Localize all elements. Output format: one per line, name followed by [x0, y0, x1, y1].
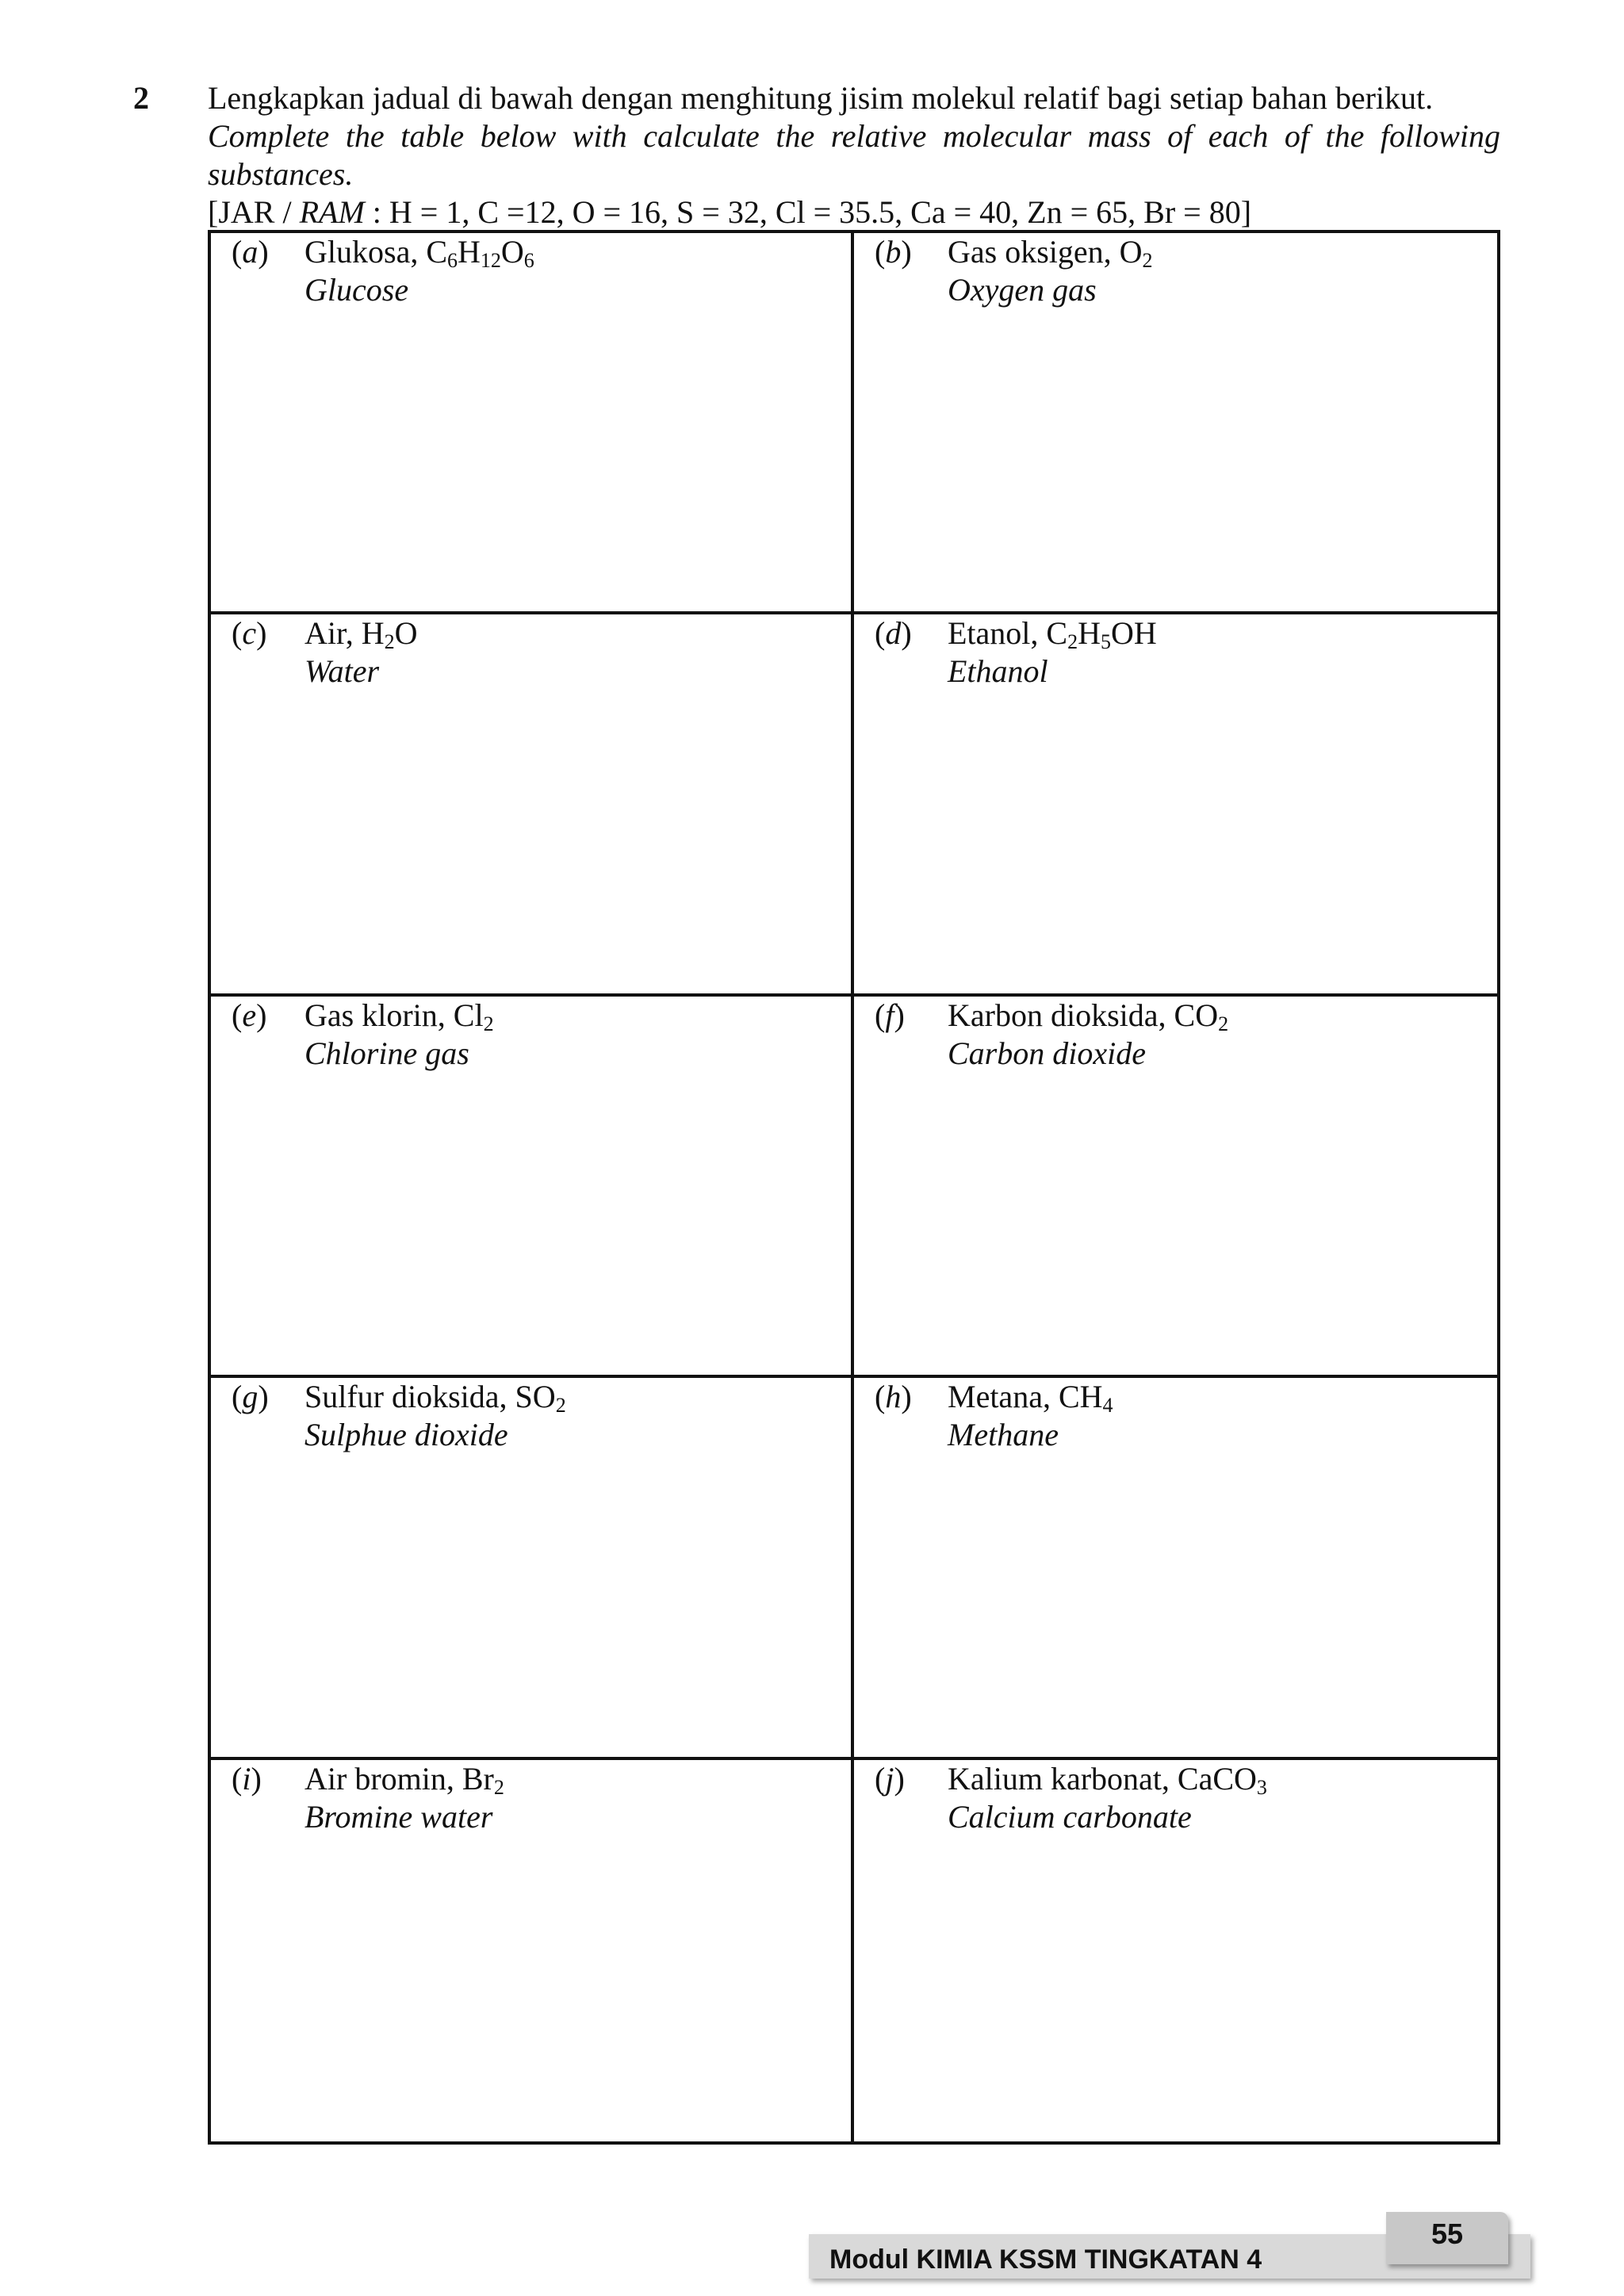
formula-subscript: 2	[493, 1775, 504, 1799]
formula-symbol: O	[394, 615, 418, 652]
cell-letter: (f)	[875, 997, 905, 1033]
answer-cell-a[interactable]	[211, 233, 854, 614]
cell-letter-text: b	[885, 234, 902, 270]
cell-letter: (g)	[232, 1379, 269, 1415]
substance-english-name: Chlorine gas	[304, 1035, 469, 1071]
substance-english-name: Methane	[948, 1417, 1059, 1453]
formula-symbol: CaCO	[1177, 1760, 1257, 1797]
cell-letter: (b)	[875, 234, 912, 270]
answer-table	[208, 230, 1500, 2145]
formula-subscript: 4	[1102, 1394, 1113, 1418]
formula-subscript: 12	[480, 249, 501, 272]
substance-malay-name	[948, 614, 1157, 652]
cell-letter-text: a	[242, 234, 259, 270]
substance-malay-prefix: Metana,	[948, 1379, 1059, 1415]
formula-symbol: Br	[462, 1760, 494, 1797]
substance-malay-prefix: Air,	[304, 615, 362, 652]
formula-subscript: 6	[447, 249, 458, 272]
formula-symbol: H	[458, 234, 481, 270]
substance-english-name: Water	[304, 653, 380, 690]
substance-malay-prefix: Gas klorin,	[304, 997, 454, 1033]
cell-letter: (a)	[232, 234, 269, 270]
formula-subscript: 2	[1218, 1012, 1229, 1035]
question-number: 2	[133, 80, 149, 116]
formula-symbol: O	[500, 234, 524, 270]
formula-subscript: 2	[483, 1012, 494, 1035]
relative-atomic-mass-line	[208, 193, 1500, 232]
cell-letter-text: c	[242, 615, 257, 652]
page-number: 55	[1431, 2218, 1464, 2250]
formula-symbol: CO	[1174, 997, 1219, 1033]
substance-malay-prefix: Kalium karbonat,	[948, 1760, 1178, 1797]
answer-cell-b[interactable]	[854, 233, 1497, 614]
substance-malay-prefix: Glukosa,	[304, 234, 427, 270]
formula-subscript: 2	[555, 1394, 566, 1418]
cell-letter: (i)	[232, 1760, 262, 1797]
formula-symbol: O	[1119, 234, 1143, 270]
cell-letter-text: e	[242, 997, 257, 1033]
formula-symbol: SO	[515, 1379, 556, 1415]
formula-symbol: Cl	[453, 997, 484, 1033]
substance-malay-name	[948, 1378, 1113, 1416]
substance-malay-name	[304, 233, 534, 271]
cell-letter: (c)	[232, 615, 267, 652]
formula-subscript: 2	[1067, 630, 1078, 654]
substance-malay-prefix: Etanol,	[948, 615, 1047, 652]
substance-malay-prefix: Air bromin,	[304, 1760, 462, 1797]
cell-letter: (h)	[875, 1379, 912, 1415]
cell-letter-text: j	[885, 1760, 894, 1797]
substance-malay-name	[304, 1378, 566, 1416]
instruction-english: Complete the table below with calculate the relative molecular mass of each of the following substances.	[208, 118, 1500, 192]
substance-english-name: Oxygen gas	[948, 272, 1097, 308]
cell-letter-text: i	[242, 1760, 251, 1797]
ram-italic: RAM	[299, 194, 365, 230]
substance-english-name: Glucose	[304, 272, 409, 308]
answer-cell-h[interactable]	[854, 1378, 1497, 1759]
cell-letter: (j)	[875, 1760, 905, 1797]
answer-cell-j[interactable]	[854, 1760, 1497, 2141]
formula-subscript: 2	[384, 630, 395, 654]
formula-subscript: 2	[1142, 249, 1153, 272]
formula-subscript: 6	[523, 249, 534, 272]
substance-malay-name	[304, 1760, 504, 1798]
substance-english-name: Calcium carbonate	[948, 1798, 1192, 1835]
formula-symbol: C	[426, 234, 448, 270]
ram-open: [JAR /	[208, 194, 300, 230]
substance-english-name: Sulphue dioxide	[304, 1417, 508, 1453]
formula-symbol: H	[1078, 615, 1101, 652]
answer-cell-c[interactable]	[211, 614, 854, 996]
substance-malay-name	[948, 1760, 1267, 1798]
formula-subscript: 5	[1101, 630, 1111, 654]
answer-cell-d[interactable]	[854, 614, 1497, 996]
substance-english-name: Carbon dioxide	[948, 1035, 1146, 1071]
substance-malay-prefix: Sulfur dioksida,	[304, 1379, 515, 1415]
answer-cell-i[interactable]	[211, 1760, 854, 2141]
formula-symbol: C	[1046, 615, 1068, 652]
substance-malay-name	[948, 233, 1153, 271]
formula-subscript: 3	[1256, 1775, 1267, 1799]
cell-letter-text: f	[885, 997, 894, 1033]
answer-cell-e[interactable]	[211, 997, 854, 1378]
answer-cell-f[interactable]	[854, 997, 1497, 1378]
substance-malay-name	[304, 614, 418, 652]
substance-malay-prefix: Gas oksigen,	[948, 234, 1120, 270]
substance-english-name: Bromine water	[304, 1798, 493, 1835]
formula-symbol: H	[361, 615, 385, 652]
substance-malay-name	[304, 997, 494, 1035]
ram-values: : H = 1, C =12, O = 16, S = 32, Cl = 35.5, Ca = 40, Zn = 65, Br = 80]	[364, 194, 1252, 230]
cell-letter-text: h	[885, 1379, 902, 1415]
formula-symbol: OH	[1111, 615, 1157, 652]
substance-english-name: Ethanol	[948, 653, 1048, 690]
footer-module-title: Modul KIMIA KSSM TINGKATAN 4	[829, 2244, 1262, 2275]
formula-symbol: CH	[1058, 1379, 1103, 1415]
cell-letter: (e)	[232, 997, 267, 1033]
answer-cell-g[interactable]	[211, 1378, 854, 1759]
substance-malay-name	[948, 997, 1228, 1035]
cell-letter-text: g	[242, 1379, 259, 1415]
cell-letter-text: d	[885, 615, 902, 652]
cell-letter: (d)	[875, 615, 912, 652]
substance-malay-prefix: Karbon dioksida,	[948, 997, 1174, 1033]
instruction-malay: Lengkapkan jadual di bawah dengan menghitung jisim molekul relatif bagi setiap bahan berikut.	[208, 80, 1434, 116]
